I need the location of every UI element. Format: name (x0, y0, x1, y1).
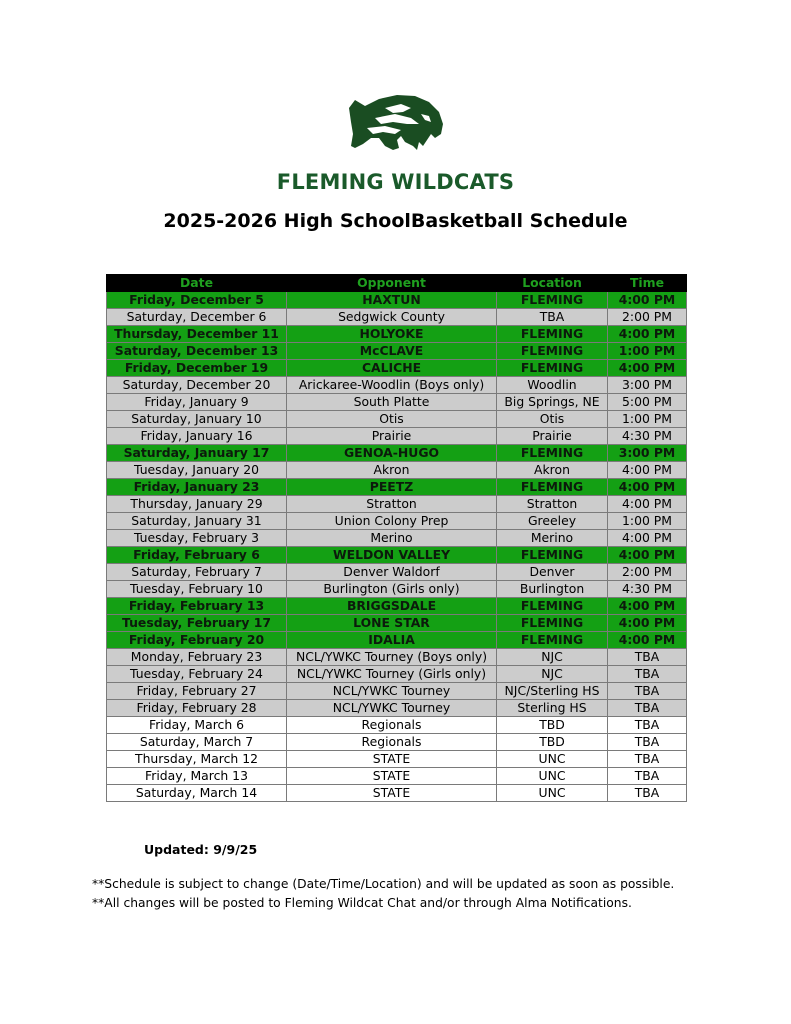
cell-date: Tuesday, February 10 (107, 581, 287, 598)
table-row (107, 598, 687, 615)
cell-date: Friday, March 6 (107, 717, 287, 734)
cell-location: FLEMING (497, 326, 608, 343)
cell-time: 4:00 PM (608, 479, 687, 496)
cell-date: Friday, March 13 (107, 768, 287, 785)
cell-time: TBA (608, 785, 687, 802)
cell-opponent: NCL/YWKC Tourney (Boys only) (287, 649, 497, 666)
cell-time: TBA (608, 751, 687, 768)
cell-time: 4:30 PM (608, 581, 687, 598)
cell-opponent: WELDON VALLEY (287, 547, 497, 564)
cell-time: 4:00 PM (608, 326, 687, 343)
cell-location: Otis (497, 411, 608, 428)
cell-time: TBA (608, 649, 687, 666)
cell-date: Saturday, January 17 (107, 445, 287, 462)
cell-location: NJC (497, 649, 608, 666)
cell-opponent: Akron (287, 462, 497, 479)
cell-date: Friday, January 23 (107, 479, 287, 496)
table-row (107, 462, 687, 479)
cell-time: 5:00 PM (608, 394, 687, 411)
cell-time: 1:00 PM (608, 411, 687, 428)
cell-date: Thursday, December 11 (107, 326, 287, 343)
wildcat-head-icon (345, 94, 445, 164)
cell-location: FLEMING (497, 360, 608, 377)
cell-time: TBA (608, 768, 687, 785)
cell-time: 4:00 PM (608, 462, 687, 479)
cell-time: 1:00 PM (608, 343, 687, 360)
note-schedule-change: **Schedule is subject to change (Date/Time/Location) and will be updated as soon as possible. (92, 877, 675, 891)
header-location: Location (497, 275, 608, 292)
cell-location: TBD (497, 717, 608, 734)
cell-location: FLEMING (497, 547, 608, 564)
cell-time: 1:00 PM (608, 513, 687, 530)
table-row (107, 683, 687, 700)
cell-time: 4:00 PM (608, 632, 687, 649)
cell-opponent: NCL/YWKC Tourney (287, 683, 497, 700)
cell-date: Saturday, March 7 (107, 734, 287, 751)
cell-location: Big Springs, NE (497, 394, 608, 411)
cell-date: Saturday, December 20 (107, 377, 287, 394)
cell-opponent: CALICHE (287, 360, 497, 377)
cell-time: TBA (608, 666, 687, 683)
cell-opponent: HOLYOKE (287, 326, 497, 343)
table-row (107, 394, 687, 411)
cell-opponent: IDALIA (287, 632, 497, 649)
table-row (107, 785, 687, 802)
table-row (107, 428, 687, 445)
cell-time: 3:00 PM (608, 445, 687, 462)
cell-location: TBD (497, 734, 608, 751)
cell-location: Denver (497, 564, 608, 581)
cell-location: Stratton (497, 496, 608, 513)
cell-opponent: Sedgwick County (287, 309, 497, 326)
cell-location: UNC (497, 751, 608, 768)
cell-location: NJC (497, 666, 608, 683)
cell-date: Thursday, March 12 (107, 751, 287, 768)
cell-opponent: McCLAVE (287, 343, 497, 360)
cell-opponent: Arickaree-Woodlin (Boys only) (287, 377, 497, 394)
cell-time: TBA (608, 734, 687, 751)
cell-opponent: Otis (287, 411, 497, 428)
wildcat-logo (345, 94, 445, 164)
cell-location: UNC (497, 785, 608, 802)
schedule-body (107, 292, 687, 802)
table-row (107, 326, 687, 343)
cell-date: Friday, February 28 (107, 700, 287, 717)
cell-location: Burlington (497, 581, 608, 598)
cell-opponent: South Platte (287, 394, 497, 411)
table-row (107, 632, 687, 649)
cell-location: FLEMING (497, 598, 608, 615)
table-row (107, 292, 687, 309)
cell-date: Friday, February 20 (107, 632, 287, 649)
table-row (107, 513, 687, 530)
cell-opponent: Prairie (287, 428, 497, 445)
table-row (107, 547, 687, 564)
table-row (107, 734, 687, 751)
table-row (107, 411, 687, 428)
cell-opponent: Merino (287, 530, 497, 547)
cell-date: Saturday, December 6 (107, 309, 287, 326)
cell-date: Friday, February 27 (107, 683, 287, 700)
table-row (107, 564, 687, 581)
cell-opponent: STATE (287, 751, 497, 768)
cell-time: TBA (608, 683, 687, 700)
cell-date: Saturday, February 7 (107, 564, 287, 581)
table-row (107, 768, 687, 785)
header-opponent: Opponent (287, 275, 497, 292)
cell-opponent: Regionals (287, 717, 497, 734)
cell-time: 2:00 PM (608, 309, 687, 326)
cell-time: 4:00 PM (608, 547, 687, 564)
cell-date: Thursday, January 29 (107, 496, 287, 513)
cell-opponent: LONE STAR (287, 615, 497, 632)
cell-date: Tuesday, February 17 (107, 615, 287, 632)
table-row (107, 496, 687, 513)
cell-location: FLEMING (497, 615, 608, 632)
cell-date: Friday, January 9 (107, 394, 287, 411)
cell-date: Saturday, March 14 (107, 785, 287, 802)
cell-time: 4:30 PM (608, 428, 687, 445)
cell-date: Tuesday, February 3 (107, 530, 287, 547)
table-row (107, 666, 687, 683)
table-row (107, 717, 687, 734)
cell-location: FLEMING (497, 445, 608, 462)
cell-opponent: Stratton (287, 496, 497, 513)
cell-date: Saturday, December 13 (107, 343, 287, 360)
cell-time: TBA (608, 700, 687, 717)
cell-location: FLEMING (497, 632, 608, 649)
header-date: Date (107, 275, 287, 292)
cell-time: 4:00 PM (608, 496, 687, 513)
cell-location: Woodlin (497, 377, 608, 394)
page-title: 2025-2026 High SchoolBasketball Schedule (163, 210, 628, 232)
table-row (107, 530, 687, 547)
cell-date: Tuesday, February 24 (107, 666, 287, 683)
schedule-table (106, 274, 687, 802)
cell-opponent: GENOA-HUGO (287, 445, 497, 462)
table-row (107, 615, 687, 632)
cell-location: UNC (497, 768, 608, 785)
cell-time: 4:00 PM (608, 598, 687, 615)
cell-location: FLEMING (497, 479, 608, 496)
table-row (107, 581, 687, 598)
cell-time: 4:00 PM (608, 360, 687, 377)
cell-opponent: HAXTUN (287, 292, 497, 309)
table-header-row (107, 275, 687, 292)
cell-date: Tuesday, January 20 (107, 462, 287, 479)
brand-name: FLEMING WILDCATS (276, 170, 515, 194)
cell-location: FLEMING (497, 292, 608, 309)
cell-opponent: NCL/YWKC Tourney (287, 700, 497, 717)
cell-location: Prairie (497, 428, 608, 445)
cell-time: 2:00 PM (608, 564, 687, 581)
cell-time: 4:00 PM (608, 292, 687, 309)
cell-date: Friday, December 19 (107, 360, 287, 377)
cell-time: TBA (608, 717, 687, 734)
table-row (107, 309, 687, 326)
table-row (107, 445, 687, 462)
table-row (107, 479, 687, 496)
cell-opponent: BRIGGSDALE (287, 598, 497, 615)
cell-opponent: Denver Waldorf (287, 564, 497, 581)
table-row (107, 377, 687, 394)
header-time: Time (608, 275, 687, 292)
cell-opponent: Regionals (287, 734, 497, 751)
cell-opponent: Burlington (Girls only) (287, 581, 497, 598)
updated-date: Updated: 9/9/25 (144, 842, 258, 857)
table-row (107, 360, 687, 377)
cell-opponent: STATE (287, 768, 497, 785)
cell-time: 4:00 PM (608, 615, 687, 632)
cell-date: Friday, February 6 (107, 547, 287, 564)
cell-opponent: PEETZ (287, 479, 497, 496)
table-row (107, 649, 687, 666)
cell-location: Merino (497, 530, 608, 547)
cell-date: Saturday, January 31 (107, 513, 287, 530)
cell-date: Friday, December 5 (107, 292, 287, 309)
cell-date: Friday, January 16 (107, 428, 287, 445)
cell-opponent: NCL/YWKC Tourney (Girls only) (287, 666, 497, 683)
cell-date: Monday, February 23 (107, 649, 287, 666)
cell-date: Saturday, January 10 (107, 411, 287, 428)
table-row (107, 751, 687, 768)
cell-opponent: Union Colony Prep (287, 513, 497, 530)
cell-time: 3:00 PM (608, 377, 687, 394)
cell-date: Friday, February 13 (107, 598, 287, 615)
cell-location: FLEMING (497, 343, 608, 360)
cell-location: NJC/Sterling HS (497, 683, 608, 700)
cell-opponent: STATE (287, 785, 497, 802)
cell-location: Sterling HS (497, 700, 608, 717)
cell-location: Greeley (497, 513, 608, 530)
table-row (107, 700, 687, 717)
cell-location: Akron (497, 462, 608, 479)
table-row (107, 343, 687, 360)
cell-location: TBA (497, 309, 608, 326)
note-notifications: **All changes will be posted to Fleming Wildcat Chat and/or through Alma Notifications. (92, 896, 632, 910)
cell-time: 4:00 PM (608, 530, 687, 547)
